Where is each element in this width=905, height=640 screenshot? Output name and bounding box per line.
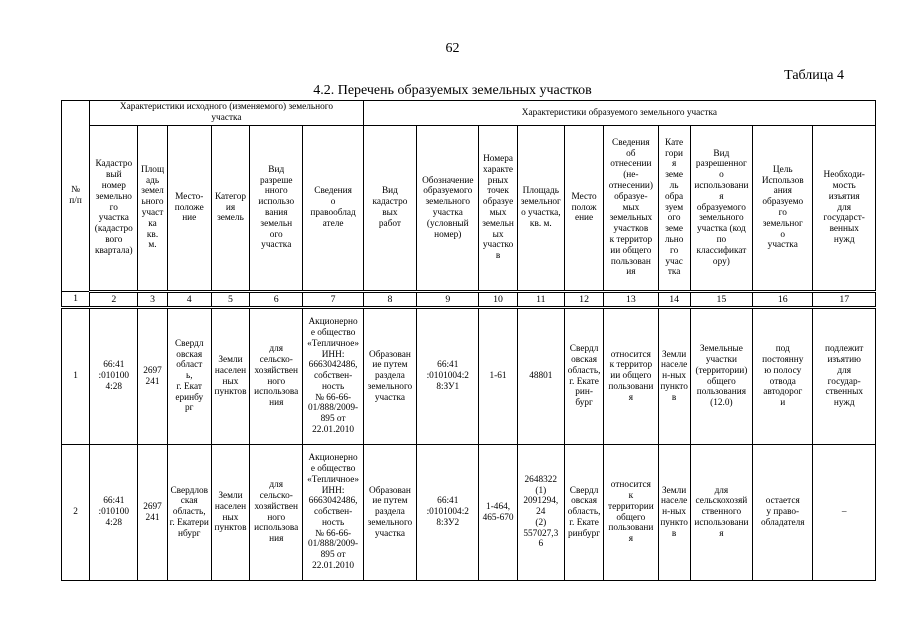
column-header-row: [62, 126, 876, 292]
column-header: Необходи- мость изъятия для государст- венных нужд: [813, 126, 876, 292]
table-cell: Земли населе н-ных пункто в: [658, 308, 690, 445]
column-header: Сведения о правооблад ателе: [303, 126, 363, 292]
table-cell: 1-61: [479, 308, 517, 445]
column-number: 6: [250, 292, 303, 308]
column-number: 8: [363, 292, 416, 308]
table-cell: Земли населен ных пунктов: [211, 308, 249, 445]
table-cell: под постоянну ю полосу отвода автодорог и: [753, 308, 813, 445]
table-cell: относится к территор ии общего пользовани я: [604, 308, 658, 445]
column-header: Место полож ение: [564, 126, 603, 292]
column-number: 9: [417, 292, 479, 308]
table-cell: –: [813, 445, 876, 581]
column-number: 17: [813, 292, 876, 308]
table-cell: относится к территории общего пользовани я: [604, 445, 658, 581]
table-cell: Образован ие путем раздела земельного участка: [363, 308, 416, 445]
table-cell: 2: [62, 445, 90, 581]
column-header: Площ адь земел ьного участ ка кв. м.: [138, 126, 167, 292]
table-cell: для сельско- хозяйствен ного использова ния: [250, 308, 303, 445]
table-cell: для сельско- хозяйствен ного использова ния: [250, 445, 303, 581]
table-cell: 66:41 :010100 4:28: [90, 445, 138, 581]
table-cell: Свердлов ская область, г. Екатери нбург: [167, 445, 211, 581]
column-header: Обозначение образуемого земельного участка (условный номер): [417, 126, 479, 292]
table-cell: подлежит изъятию для государ- ственных нужд: [813, 308, 876, 445]
table-row: [62, 308, 876, 445]
table-cell: 48801: [517, 308, 564, 445]
table-cell: 1: [62, 308, 90, 445]
column-header: Цель Использов ания образуемо го земельног о участка: [753, 126, 813, 292]
page-number: 62: [445, 41, 460, 56]
column-number: 10: [479, 292, 517, 308]
table-row: [62, 445, 876, 581]
table-cell: Образован ие путем раздела земельного участка: [363, 445, 416, 581]
table-cell: Свердл овская област ь, г. Екат еринбу рг: [167, 308, 211, 445]
table-cell: 2697 241: [138, 308, 167, 445]
table-cell: Свердл овская область, г. Екате ринбург: [564, 445, 603, 581]
column-header: Номера характе рных точек образуе мых земельн ых участко в: [479, 126, 517, 292]
table-cell: 66:41 :010100 4:28: [90, 308, 138, 445]
column-header: Площадь земельног о участка, кв. м.: [517, 126, 564, 292]
column-number: 15: [690, 292, 752, 308]
table-cell: 66:41 :0101004:2 8:ЗУ1: [417, 308, 479, 445]
column-number: 11: [517, 292, 564, 308]
column-number: 16: [753, 292, 813, 308]
group-header-row: [62, 101, 876, 126]
table-cell: для сельскохозяй ственного использовани я: [690, 445, 752, 581]
column-number: 5: [211, 292, 249, 308]
table-cell: 66:41 :0101004:2 8:ЗУ2: [417, 445, 479, 581]
table-cell: Акционерно е общество «Тепличное» ИНН: 6663042486, собствен- ность № 66-66- 01/888/2009- 895 от 22.01.2010: [303, 445, 363, 581]
column-header: Кате гори я земе ль обра зуем ого земе льно го учас тка: [658, 126, 690, 292]
column-number: 1: [62, 292, 90, 308]
table-cell: остается у право- обладателя: [753, 445, 813, 581]
column-number-row: [62, 292, 876, 308]
target-plot-group-header: Характеристики образуемого земельного участка: [363, 101, 875, 126]
column-header: № п/п: [62, 101, 90, 292]
column-header: Сведения об отнесении (не- отнесении) образуе- мых земельных участков к территор ии общего пользован ия: [604, 126, 658, 292]
column-number: 3: [138, 292, 167, 308]
table-cell: Земельные участки (территории) общего пользования (12.0): [690, 308, 752, 445]
table-cell: 2648322 (1) 2091294, 24 (2) 557027,3 6: [517, 445, 564, 581]
column-number: 14: [658, 292, 690, 308]
column-header: Вид кадастро вых работ: [363, 126, 416, 292]
column-number: 2: [90, 292, 138, 308]
table-cell: Акционерно е общество «Тепличное» ИНН: 6663042486, собствен- ность № 66-66- 01/888/2009- 895 от 22.01.2010: [303, 308, 363, 445]
column-header: Вид разреше нного использо вания земельн ого участка: [250, 126, 303, 292]
land-plots-table: [61, 100, 876, 581]
column-number: 13: [604, 292, 658, 308]
column-number: 7: [303, 292, 363, 308]
column-header: Вид разрешенног о использовани я образуемого земельного участка (код по классификат ору): [690, 126, 752, 292]
column-header: Категор ия земель: [211, 126, 249, 292]
table-cell: 1-464, 465-670: [479, 445, 517, 581]
column-header: Место- положе ние: [167, 126, 211, 292]
table-label: Таблица 4: [784, 68, 844, 83]
table-caption: 4.2. Перечень образуемых земельных участков: [313, 83, 592, 98]
column-number: 12: [564, 292, 603, 308]
table-cell: Земли населен ных пунктов: [211, 445, 249, 581]
column-header: Кадастро вый номер земельно го участка (кадастро вого квартала): [90, 126, 138, 292]
table-cell: Земли населе н-ных пункто в: [658, 445, 690, 581]
table-cell: Свердл овская область, г. Екате рин- бург: [564, 308, 603, 445]
table-cell: 2697 241: [138, 445, 167, 581]
source-plot-group-header: Характеристики исходного (изменяемого) земельного участка: [90, 101, 364, 126]
column-number: 4: [167, 292, 211, 308]
